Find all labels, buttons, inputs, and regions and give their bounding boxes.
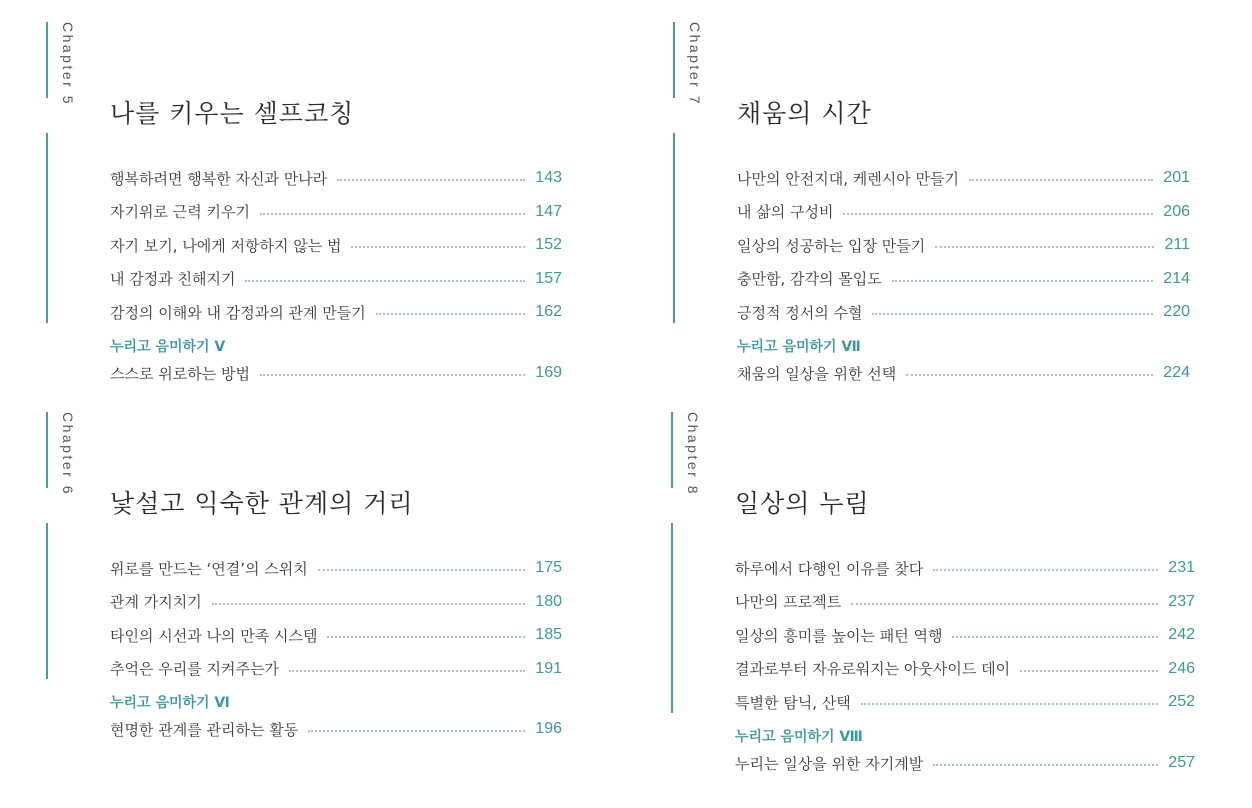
entry-title: 행복하려면 행복한 자신과 만나라 (110, 169, 328, 188)
dot-leader (892, 280, 1154, 282)
dot-leader (212, 603, 526, 605)
special-section-label: 누리고 음미하기 Ⅵ (110, 695, 230, 712)
entry-page: 162 (535, 303, 562, 321)
entry-title: 일상의 성공하는 입장 만들기 (737, 236, 926, 255)
toc-entry[interactable] (737, 268, 1190, 290)
entry-title: 스스로 위로하는 방법 (110, 364, 250, 383)
entry-page: 206 (1163, 202, 1190, 220)
chapter-label: Chapter 6 (60, 412, 76, 496)
entry-title: 관계 가지치기 (110, 593, 202, 612)
entry-title: 충만함, 감각의 몰입도 (737, 270, 882, 289)
divider-line (671, 412, 673, 488)
entry-page: 185 (535, 626, 562, 644)
divider-line (673, 133, 675, 323)
divider-line (46, 22, 48, 98)
dot-leader (935, 246, 1154, 248)
dot-leader (952, 636, 1158, 638)
dot-leader (245, 280, 525, 282)
chapter-5 (46, 22, 562, 392)
chapter-6 (46, 412, 562, 782)
entry-title: 위로를 만드는 ‘연결’의 스위치 (110, 559, 308, 578)
entry-page: 147 (535, 202, 562, 220)
dot-leader (969, 179, 1153, 181)
toc-entry[interactable] (737, 301, 1190, 323)
entry-title: 추억은 우리를 지켜주는가 (110, 660, 279, 679)
entry-title: 타인의 시선과 나의 만족 시스템 (110, 626, 318, 645)
entry-title: 자기위로 근력 키우기 (110, 203, 250, 222)
chapter-7 (673, 22, 1190, 392)
chapter-label: Chapter 8 (685, 412, 701, 496)
dot-leader (851, 603, 1158, 605)
entry-title: 내 감정과 친해지기 (110, 270, 236, 289)
entry-page: 196 (535, 720, 562, 738)
dot-leader (1020, 670, 1158, 672)
toc-entry[interactable] (110, 301, 562, 323)
entry-title: 채움의 일상을 위한 선택 (737, 364, 897, 383)
toc-entry[interactable] (110, 234, 562, 256)
entry-page: 252 (1168, 693, 1195, 711)
dot-leader (260, 374, 525, 376)
dot-leader (337, 179, 525, 181)
chapter-title: 채움의 시간 (737, 99, 872, 128)
chapter-title: 낯설고 익숙한 관계의 거리 (110, 489, 414, 518)
toc-entry[interactable] (110, 658, 562, 680)
entry-title: 긍정적 정서의 수혈 (737, 303, 863, 322)
dot-leader (308, 730, 525, 732)
entry-page: 175 (535, 559, 562, 576)
toc-entry[interactable] (110, 167, 562, 189)
special-section-label: 누리고 음미하기 Ⅷ (735, 729, 863, 745)
toc-entry[interactable] (737, 167, 1190, 189)
entry-page: 180 (535, 592, 562, 610)
dot-leader (933, 569, 1158, 571)
chapter-title: 나를 키우는 셀프코칭 (110, 99, 355, 128)
dot-leader (906, 374, 1153, 376)
chapter-title: 일상의 누림 (735, 489, 870, 518)
divider-line (673, 22, 675, 98)
entry-title: 특별한 탐닉, 산택 (735, 693, 851, 712)
entry-page: 220 (1163, 303, 1190, 321)
divider-line (671, 523, 673, 713)
special-section-label: 누리고 음미하기 Ⅶ (737, 339, 861, 355)
entry-title: 결과로부터 자유로워지는 아웃사이드 데이 (735, 660, 1011, 679)
toc-entry[interactable] (735, 591, 1195, 613)
entry-page: 246 (1168, 659, 1195, 677)
special-section-label: 누리고 음미하기 V (110, 339, 226, 355)
entry-page: 237 (1168, 592, 1195, 610)
entry-page: 157 (535, 269, 562, 287)
entry-page: 211 (1164, 236, 1190, 254)
divider-line (46, 133, 48, 323)
entry-title: 감정의 이해와 내 감정과의 관계 만들기 (110, 303, 366, 322)
chapter-8 (671, 412, 1195, 782)
entry-title: 나만의 프로젝트 (735, 593, 842, 612)
entry-title: 누리는 일상을 위한 자기계발 (735, 754, 924, 773)
entry-title: 내 삶의 구성비 (737, 203, 834, 222)
entry-page: 214 (1163, 269, 1190, 287)
dot-leader (318, 569, 526, 571)
dot-leader (289, 670, 525, 672)
dot-leader (351, 246, 525, 248)
entry-page: 257 (1168, 754, 1195, 771)
entry-title: 자기 보기, 나에게 저항하지 않는 법 (110, 236, 342, 255)
entry-page: 201 (1163, 169, 1190, 186)
entry-page: 143 (535, 169, 562, 186)
entry-page: 169 (535, 364, 562, 381)
entry-title: 현명한 관계를 관리하는 활동 (110, 720, 299, 739)
dot-leader (872, 313, 1153, 315)
toc-entry[interactable] (110, 201, 562, 223)
dot-leader (327, 636, 525, 638)
entry-page: 152 (535, 236, 562, 254)
entry-title: 일상의 흥미를 높이는 패턴 역행 (735, 626, 943, 645)
dot-leader (933, 764, 1158, 766)
toc-entry[interactable] (110, 268, 562, 290)
toc-entry[interactable] (735, 624, 1195, 646)
dot-leader (376, 313, 526, 315)
toc-entry-special[interactable] (737, 362, 1190, 384)
toc-entry[interactable] (737, 234, 1190, 256)
chapter-label: Chapter 7 (687, 22, 703, 106)
divider-line (46, 412, 48, 488)
entry-title: 나만의 안전지대, 케렌시아 만들기 (737, 169, 959, 188)
entry-page: 224 (1163, 364, 1190, 381)
toc-entry[interactable] (735, 658, 1195, 680)
chapter-label: Chapter 5 (60, 22, 76, 106)
toc-entry-special[interactable] (110, 718, 562, 740)
entry-title: 하루에서 다행인 이유를 찾다 (735, 559, 924, 578)
divider-line (46, 523, 48, 679)
toc-entry[interactable] (110, 591, 562, 613)
toc-entry-special[interactable] (110, 362, 562, 384)
toc-entry[interactable] (110, 624, 562, 646)
toc-entry[interactable] (737, 201, 1190, 223)
entry-page: 242 (1168, 626, 1195, 644)
toc-entry[interactable] (110, 557, 562, 579)
dot-leader (861, 703, 1159, 705)
dot-leader (260, 213, 525, 215)
toc-entry-special[interactable] (735, 752, 1195, 774)
toc-entry[interactable] (735, 557, 1195, 579)
entry-page: 191 (535, 659, 562, 677)
dot-leader (843, 213, 1153, 215)
toc-entry[interactable] (735, 691, 1195, 713)
entry-page: 231 (1168, 559, 1195, 576)
